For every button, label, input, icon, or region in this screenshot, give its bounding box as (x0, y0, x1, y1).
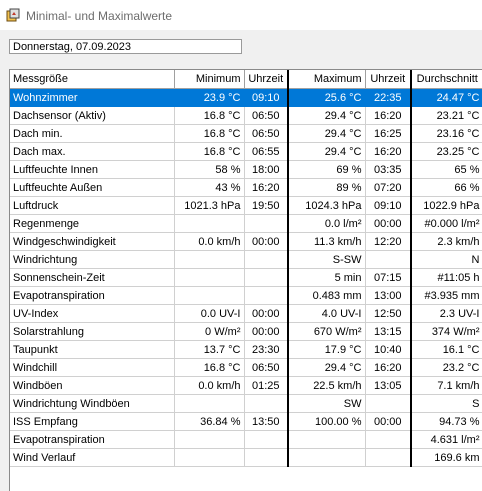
table-row[interactable] (10, 431, 482, 449)
cell-time-max (365, 251, 411, 269)
values-table[interactable] (9, 69, 482, 491)
cell-time-min: 18:00 (244, 161, 288, 179)
cell-name: Sonnenschein-Zeit (10, 269, 174, 287)
cell-time-max: 12:50 (365, 305, 411, 323)
cell-name: Evapotranspiration (10, 431, 174, 449)
cell-maximum (288, 449, 365, 467)
cell-time-min: 00:00 (244, 233, 288, 251)
cell-name: Windböen (10, 377, 174, 395)
table-row[interactable] (10, 377, 482, 395)
cell-name: Dachsensor (Aktiv) (10, 107, 174, 125)
cell-name: Taupunkt (10, 341, 174, 359)
table-row[interactable] (10, 287, 482, 305)
table-row[interactable] (10, 215, 482, 233)
cell-average: 374 W/m² (411, 323, 482, 341)
cell-time-min (244, 215, 288, 233)
cell-average: 169.6 km (411, 449, 482, 467)
cell-maximum: 0.0 l/m² (288, 215, 365, 233)
cell-average: 24.47 °C (411, 89, 482, 107)
cell-maximum (288, 431, 365, 449)
cell-maximum: 89 % (288, 179, 365, 197)
cell-time-min: 19:50 (244, 197, 288, 215)
cell-minimum (174, 395, 244, 413)
table-row[interactable] (10, 125, 482, 143)
cell-name: Luftdruck (10, 197, 174, 215)
cell-minimum (174, 269, 244, 287)
cell-minimum: 58 % (174, 161, 244, 179)
column-header-minimum[interactable]: Minimum (174, 70, 244, 89)
cell-maximum: 4.0 UV-I (288, 305, 365, 323)
cell-average: 23.2 °C (411, 359, 482, 377)
table-row[interactable] (10, 161, 482, 179)
cell-name: Windrichtung Windböen (10, 395, 174, 413)
cell-minimum: 0.0 km/h (174, 377, 244, 395)
table-row[interactable] (10, 233, 482, 251)
cell-time-min: 16:20 (244, 179, 288, 197)
cell-time-max (365, 449, 411, 467)
cell-minimum: 36.84 % (174, 413, 244, 431)
cell-minimum (174, 287, 244, 305)
cell-time-max: 13:15 (365, 323, 411, 341)
table-header-row (10, 70, 482, 89)
cell-time-min: 23:30 (244, 341, 288, 359)
cell-time-max: 03:35 (365, 161, 411, 179)
table-row[interactable] (10, 179, 482, 197)
cell-maximum: 29.4 °C (288, 107, 365, 125)
cell-time-min (244, 431, 288, 449)
cell-name: ISS Empfang (10, 413, 174, 431)
cell-minimum (174, 449, 244, 467)
cell-time-min: 01:25 (244, 377, 288, 395)
cell-average: 2.3 UV-I (411, 305, 482, 323)
cell-time-max: 13:05 (365, 377, 411, 395)
cell-maximum: 29.4 °C (288, 125, 365, 143)
cell-time-min: 09:10 (244, 89, 288, 107)
table-row[interactable] (10, 323, 482, 341)
cell-minimum: 16.8 °C (174, 125, 244, 143)
cell-average: 7.1 km/h (411, 377, 482, 395)
cell-name: Dach max. (10, 143, 174, 161)
cell-minimum (174, 431, 244, 449)
cell-maximum: 29.4 °C (288, 143, 365, 161)
cell-average: 1022.9 hPa (411, 197, 482, 215)
cell-minimum: 16.8 °C (174, 143, 244, 161)
cell-maximum: 22.5 km/h (288, 377, 365, 395)
cell-time-min (244, 251, 288, 269)
table-row[interactable] (10, 305, 482, 323)
cell-maximum: 25.6 °C (288, 89, 365, 107)
cell-average: 23.16 °C (411, 125, 482, 143)
cell-name: Luftfeuchte Außen (10, 179, 174, 197)
cell-time-min: 00:00 (244, 305, 288, 323)
column-header-average[interactable]: Durchschnitt (411, 70, 482, 89)
cell-maximum: S-SW (288, 251, 365, 269)
table-row[interactable] (10, 395, 482, 413)
cell-time-min (244, 269, 288, 287)
cell-time-max: 16:20 (365, 107, 411, 125)
cell-name: Solarstrahlung (10, 323, 174, 341)
cell-average: 2.3 km/h (411, 233, 482, 251)
table-row[interactable] (10, 449, 482, 467)
title-bar (0, 0, 482, 30)
cell-time-min: 06:50 (244, 359, 288, 377)
cell-time-min: 06:55 (244, 143, 288, 161)
cell-name: Windrichtung (10, 251, 174, 269)
cell-maximum: 100.00 % (288, 413, 365, 431)
cell-time-max: 16:20 (365, 143, 411, 161)
column-header-time-min[interactable]: Uhrzeit (244, 70, 288, 89)
cell-minimum: 0 W/m² (174, 323, 244, 341)
cell-time-min (244, 395, 288, 413)
cell-average: #3.935 mm (411, 287, 482, 305)
cell-minimum: 16.8 °C (174, 359, 244, 377)
cell-name: Regenmenge (10, 215, 174, 233)
cell-time-max: 12:20 (365, 233, 411, 251)
cell-name: Windgeschwindigkeit (10, 233, 174, 251)
cell-minimum: 0.0 UV-I (174, 305, 244, 323)
cell-average: 94.73 % (411, 413, 482, 431)
cell-time-min (244, 287, 288, 305)
cell-average: 23.25 °C (411, 143, 482, 161)
cell-minimum: 23.9 °C (174, 89, 244, 107)
cell-maximum: 1024.3 hPa (288, 197, 365, 215)
cell-average: N (411, 251, 482, 269)
cell-minimum: 43 % (174, 179, 244, 197)
cell-time-min: 00:00 (244, 323, 288, 341)
cell-time-max: 07:20 (365, 179, 411, 197)
column-header-time-max[interactable]: Uhrzeit (365, 70, 411, 89)
cell-name: Evapotranspiration (10, 287, 174, 305)
cell-name: Windchill (10, 359, 174, 377)
cell-maximum: SW (288, 395, 365, 413)
table-row[interactable] (10, 251, 482, 269)
cell-name: Luftfeuchte Innen (10, 161, 174, 179)
table-row[interactable] (10, 107, 482, 125)
cell-time-max: 16:20 (365, 359, 411, 377)
cell-time-min: 06:50 (244, 125, 288, 143)
table-row[interactable] (10, 89, 482, 107)
cell-average: 23.21 °C (411, 107, 482, 125)
cell-name: UV-Index (10, 305, 174, 323)
cell-average: 4.631 l/m² (411, 431, 482, 449)
table-row[interactable] (10, 143, 482, 161)
cell-name: Dach min. (10, 125, 174, 143)
cell-minimum (174, 215, 244, 233)
cell-maximum: 670 W/m² (288, 323, 365, 341)
cell-minimum (174, 251, 244, 269)
cell-time-min: 13:50 (244, 413, 288, 431)
cell-time-max: 10:40 (365, 341, 411, 359)
table-row[interactable] (10, 197, 482, 215)
cell-maximum: 0.483 mm (288, 287, 365, 305)
cell-name: Wind Verlauf (10, 449, 174, 467)
cell-maximum: 5 min (288, 269, 365, 287)
cell-maximum: 11.3 km/h (288, 233, 365, 251)
cell-maximum: 29.4 °C (288, 359, 365, 377)
cell-maximum: 17.9 °C (288, 341, 365, 359)
table-row[interactable] (10, 413, 482, 431)
cell-time-max: 00:00 (365, 413, 411, 431)
column-header-maximum[interactable]: Maximum (288, 70, 365, 89)
cell-minimum: 1021.3 hPa (174, 197, 244, 215)
cell-time-min: 06:50 (244, 107, 288, 125)
cell-maximum: 69 % (288, 161, 365, 179)
cell-time-max: 13:00 (365, 287, 411, 305)
cell-minimum: 13.7 °C (174, 341, 244, 359)
cell-average: 65 % (411, 161, 482, 179)
cell-time-max: 07:15 (365, 269, 411, 287)
cell-time-max: 16:25 (365, 125, 411, 143)
table-row[interactable] (10, 341, 482, 359)
cell-name: Wohnzimmer (10, 89, 174, 107)
cell-time-max (365, 395, 411, 413)
cell-minimum: 16.8 °C (174, 107, 244, 125)
cell-time-max: 22:35 (365, 89, 411, 107)
cell-average: 16.1 °C (411, 341, 482, 359)
date-field[interactable]: Donnerstag, 07.09.2023 (9, 39, 242, 54)
cell-time-max (365, 431, 411, 449)
cell-time-max: 00:00 (365, 215, 411, 233)
window-title: Minimal- und Maximalwerte (26, 9, 173, 23)
cell-minimum: 0.0 km/h (174, 233, 244, 251)
table-row[interactable] (10, 269, 482, 287)
cell-time-min (244, 449, 288, 467)
app-icon (6, 8, 20, 22)
column-header-name[interactable]: Messgröße (10, 70, 174, 89)
cell-time-max: 09:10 (365, 197, 411, 215)
table-row[interactable] (10, 359, 482, 377)
cell-average: #0.000 l/m² (411, 215, 482, 233)
cell-average: #11:05 h (411, 269, 482, 287)
cell-average: S (411, 395, 482, 413)
cell-average: 66 % (411, 179, 482, 197)
